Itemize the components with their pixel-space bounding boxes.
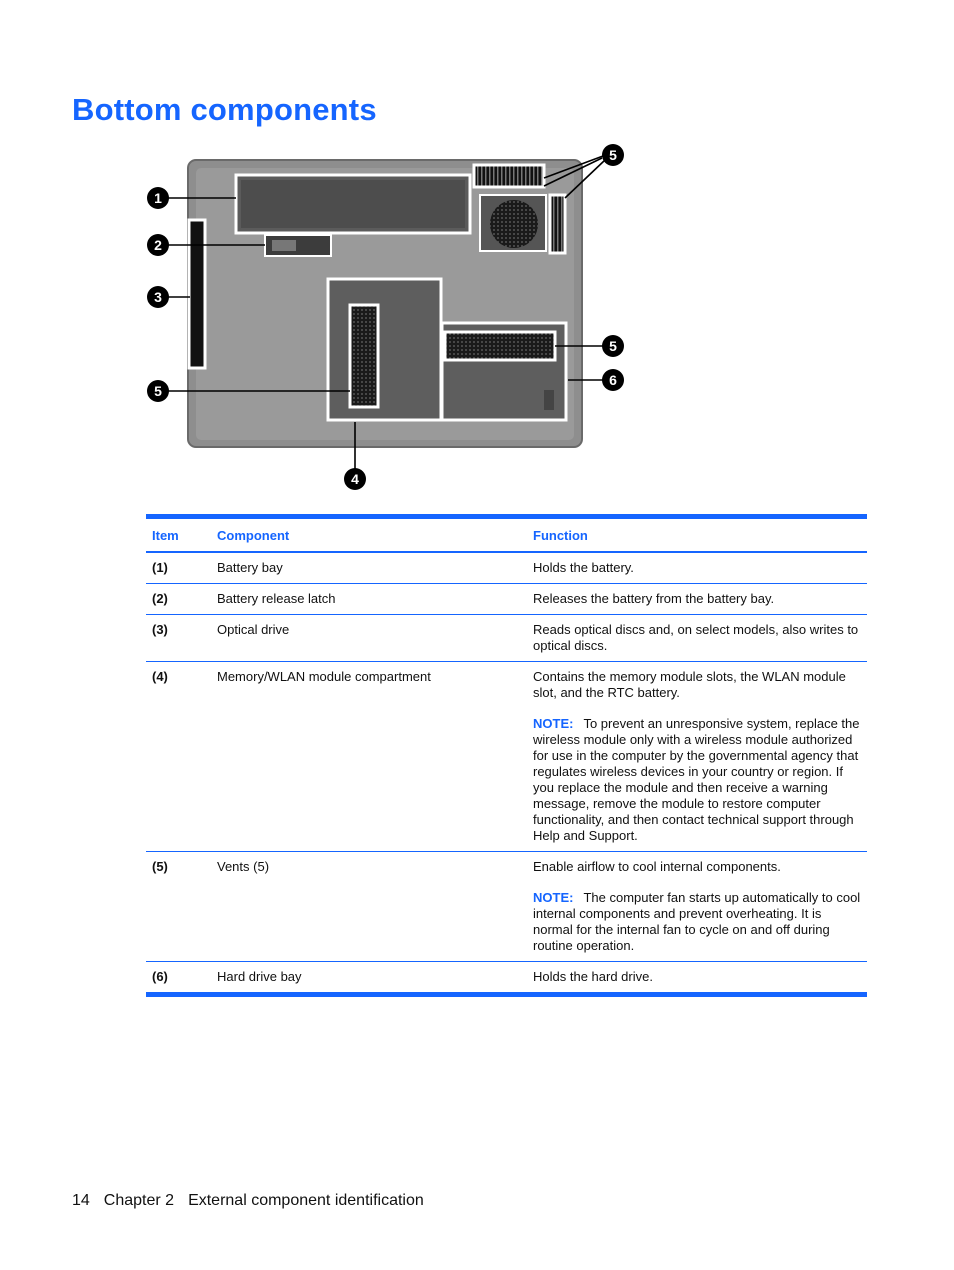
table-row [146, 615, 867, 662]
page-title: Bottom components [72, 92, 377, 127]
header-item: Item [146, 517, 211, 553]
header-component: Component [211, 517, 527, 553]
note-label: NOTE: [533, 890, 574, 905]
item-cell: (6) [152, 969, 168, 984]
function-cell: Reads optical discs and, on select models, also writes to optical discs. [527, 615, 867, 662]
callout-6-icon [602, 369, 624, 391]
note [533, 716, 861, 844]
page-footer [72, 1192, 438, 1210]
item-cell: (5) [146, 852, 211, 962]
callout-4-icon [344, 468, 366, 490]
optical-drive [189, 220, 205, 368]
svg-text:4: 4 [351, 471, 359, 487]
callout-2-icon [147, 234, 169, 256]
table-row [146, 962, 867, 995]
chapter-label: Chapter 2 [103, 1192, 175, 1209]
table-header-row [146, 517, 867, 553]
bottom-components-figure [140, 140, 640, 495]
svg-text:1: 1 [154, 190, 162, 206]
note [533, 890, 861, 954]
item-cell: (2) [146, 584, 211, 615]
callout-5-left-icon [147, 380, 169, 402]
function-text: Enable airflow to cool internal components. [533, 859, 781, 874]
table-row [146, 584, 867, 615]
svg-text:5: 5 [154, 383, 162, 399]
fan-grille [490, 200, 538, 248]
component-cell: Battery bay [211, 552, 527, 584]
svg-text:5: 5 [609, 338, 617, 354]
component-cell: Memory/WLAN module compartment [211, 662, 527, 852]
svg-text:3: 3 [154, 289, 162, 305]
compartment-vent [350, 305, 378, 407]
callout-1-icon [147, 187, 169, 209]
hard-drive-vent [445, 332, 555, 360]
right-vent [550, 195, 565, 253]
callout-5-top-icon [602, 144, 624, 166]
table-row [146, 552, 867, 584]
svg-text:6: 6 [609, 372, 617, 388]
top-vent [474, 165, 544, 187]
table-row [146, 662, 867, 852]
callout-5-right-icon [602, 335, 624, 357]
component-cell: Optical drive [211, 615, 527, 662]
note-text: The computer fan starts up automatically to cool internal components and prevent overheating. It is normal for the internal fan to cycle on and off during routine operation. [533, 890, 861, 953]
item-cell: (1) [146, 552, 211, 584]
note-text: To prevent an unresponsive system, replace the wireless module only with a wireless module authorized for use in the computer by the governmental agency that regulates wireless devices in your country or region. If you replace the module and then receive a warning message, remove the module to restore computer functionality, and then contact technical support through Help and Support. [533, 716, 860, 843]
function-cell [527, 662, 867, 852]
callout-3-icon [147, 286, 169, 308]
component-cell: Vents (5) [211, 852, 527, 962]
item-cell: (4) [146, 662, 211, 852]
page-number: 14 [72, 1192, 90, 1209]
function-cell: Holds the battery. [527, 552, 867, 584]
table-row [146, 852, 867, 962]
header-function: Function [527, 517, 867, 553]
component-cell: Hard drive bay [217, 969, 302, 984]
svg-text:5: 5 [609, 147, 617, 163]
chapter-title: External component identification [188, 1192, 424, 1209]
note-label: NOTE: [533, 716, 574, 731]
memory-compartment [328, 279, 441, 420]
components-table [146, 514, 867, 997]
function-cell [527, 852, 867, 962]
function-cell: Holds the hard drive. [533, 969, 653, 984]
item-cell: (3) [146, 615, 211, 662]
svg-text:2: 2 [154, 237, 162, 253]
function-text: Contains the memory module slots, the WLAN module slot, and the RTC battery. [533, 669, 846, 700]
component-cell: Battery release latch [211, 584, 527, 615]
function-cell: Releases the battery from the battery bay. [527, 584, 867, 615]
